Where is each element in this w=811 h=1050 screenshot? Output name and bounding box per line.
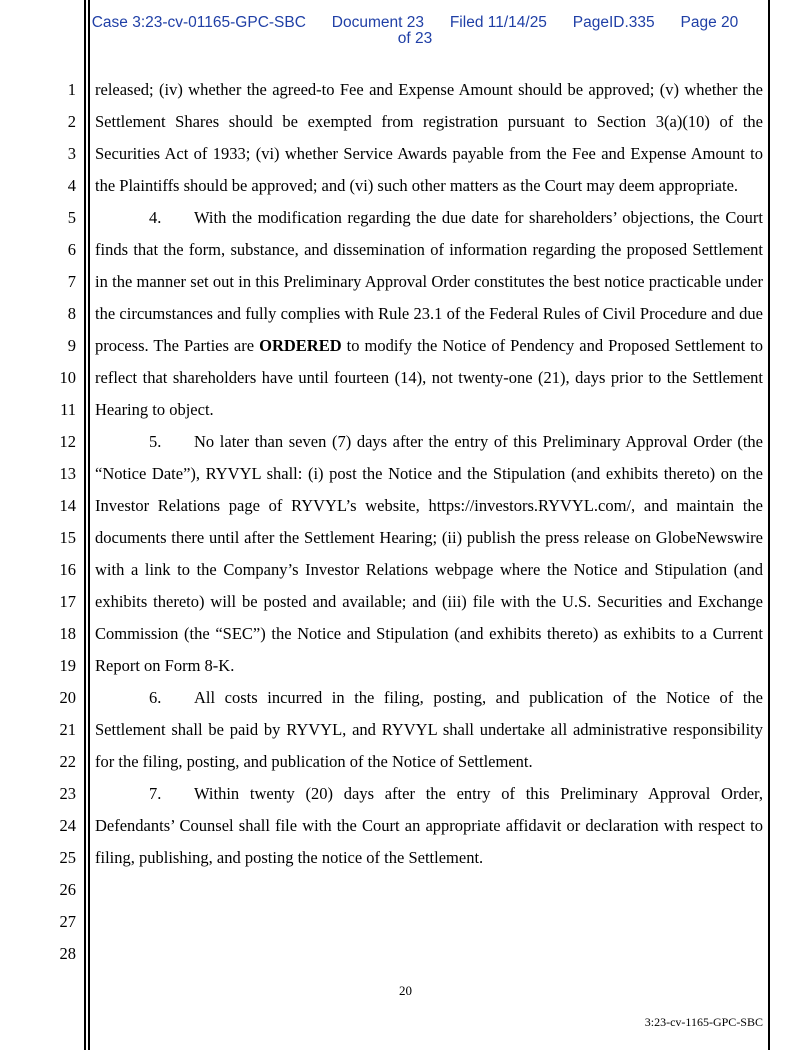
paragraph-6-number: 6. [149,688,162,707]
paragraph-5-text: No later than seven (7) days after the entry of this Preliminary Approval Order (the “Notice Date”), RYVYL shall: (i) post the Notice and the Stipulation (and exhibits thereto) on the Investor Relations page of RYVYL’s website, https://investors.RYVYL.com/, and maintain the documents there until after the Settlement Hearing; (ii) publish the press release on GlobeNewswire with a link to the Company’s Investor Relations webpage where the Notice and Stipulation (and exhibits thereto) will be posted and available; and (iii) file with the U.S. Securities and Exchange Commission (the “SEC”) the Notice and Stipulation (and exhibits thereto) as exhibits to a Current Report on Form 8-K. [95,432,763,675]
line-number: 20 [59,688,76,707]
line-number: 7 [67,272,76,291]
header-line-1 [80,15,750,31]
header-case-number: Case 3:23-cv-01165-GPC-SBC [91,14,306,31]
line-number: 25 [59,848,76,867]
left-margin-rule [84,0,86,1050]
left-margin-rule-inner [88,0,90,1050]
line-number: 11 [60,400,76,419]
line-number: 17 [59,592,76,611]
paragraph-5-number: 5. [149,432,162,451]
line-number: 22 [59,752,76,771]
header-filed-date: Filed 11/14/25 [449,14,547,31]
header-page: Page 20 [680,14,739,31]
header-document: Document 23 [331,14,424,31]
line-number: 2 [67,112,76,131]
line-number: 18 [59,624,76,643]
court-filing-header [80,15,750,47]
line-number: 13 [59,464,76,483]
header-page-id: PageID.335 [572,14,655,31]
footer-case-number: 3:23-cv-1165-GPC-SBC [644,1015,763,1029]
line-number: 19 [59,656,76,675]
paragraph-6-text: All costs incurred in the filing, posting, and publication of the Notice of the Settlement shall be paid by RYVYL, and RYVYL shall undertake all administrative responsibility for the filing, posting, and publication of the Notice of Settlement. [95,688,763,771]
page-number: 20 [399,983,412,998]
line-number: 14 [59,496,76,515]
document-body [95,74,763,874]
paragraph-4 [95,202,763,426]
line-number: 4 [67,176,76,195]
paragraph-7-text: Within twenty (20) days after the entry of this Preliminary Approval Order, Defendants’ Counsel shall file with the Court an appropriate affidavit or declaration with respect to filing, publishing, and posting the notice of the Settlement. [95,784,763,867]
line-number: 28 [59,944,76,963]
line-number: 3 [67,144,76,163]
line-number: 5 [67,208,76,227]
line-number: 24 [59,816,76,835]
paragraph-7-number: 7. [149,784,162,803]
line-number: 15 [59,528,76,547]
line-number: 27 [59,912,76,931]
right-margin-rule [768,0,770,1050]
line-number: 9 [67,336,76,355]
paragraph-5 [95,426,763,682]
line-number: 26 [59,880,76,899]
paragraph-4-number: 4. [149,208,162,227]
ordered-emphasis: ORDERED [259,336,342,355]
header-page-total: of 23 [397,30,433,47]
paragraph-4-text-cont: to modify the Notice of Pendency and Proposed Settlement to reflect that shareholders have until fourteen (14), not twenty-one (21), days prior to the Settlement Hearing to object. [95,336,764,419]
line-number: 23 [59,784,76,803]
line-number: 16 [59,560,76,579]
paragraph-4-text: With the modification regarding the due date for shareholders’ objections, the Court finds that the form, substance, and dissemination of information regarding the proposed Settlement in the manner set out in this Preliminary Approval Order constitutes the best notice practicable under the circumstances and fully complies with Rule 23.1 of the Federal Rules of Civil Procedure and due process. The Parties are [95,208,763,355]
line-number: 8 [67,304,76,323]
paragraph-continued: released; (iv) whether the agreed-to Fee and Expense Amount should be approved; (v) whether the Settlement Shares should be exempted from registration pursuant to Section 3(a)(10) of the Securities Act of 1933; (vi) whether Service Awards payable from the Fee and Expense Amount to the Plaintiffs should be approved; and (vi) such other matters as the Court may deem appropriate. [95,80,763,195]
line-number: 21 [59,720,76,739]
paragraph-6 [95,682,763,778]
line-number: 12 [59,432,76,451]
line-number: 6 [67,240,76,259]
pleading-line-numbers [40,74,76,970]
line-number: 10 [59,368,76,387]
line-number: 1 [67,80,76,99]
paragraph-7 [95,778,763,874]
